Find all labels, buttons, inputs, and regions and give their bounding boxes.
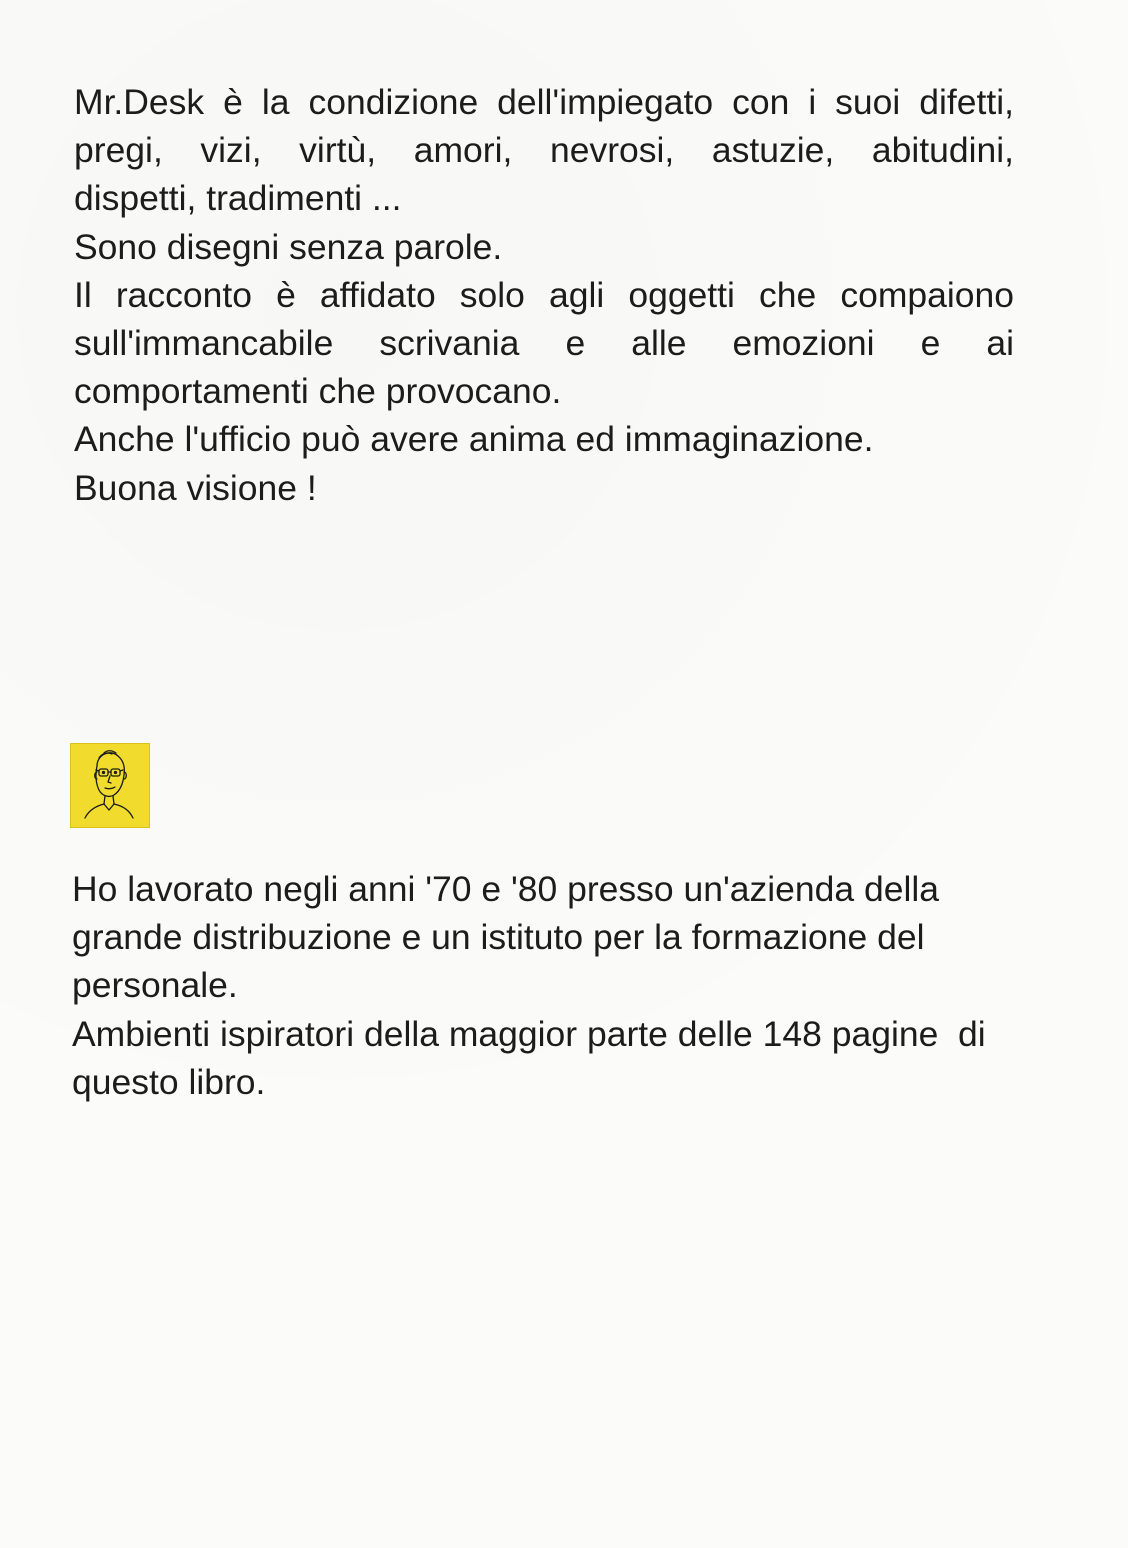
intro-line: Anche l'ufficio può avere anima ed immaginazione. xyxy=(74,419,874,460)
intro-line: Sono disegni senza parole. xyxy=(74,226,503,267)
intro-paragraph xyxy=(74,78,1014,512)
bio-paragraph xyxy=(72,865,1068,1106)
bio-line: Ho lavorato negli anni '70 e '80 presso un'azienda della xyxy=(72,869,940,909)
intro-line: sull'immancabile scrivania e alle emozioni e ai xyxy=(74,323,1014,364)
author-caricature-icon xyxy=(71,744,149,827)
intro-line: comportamenti che provocano. xyxy=(74,371,562,412)
intro-line: Mr.Desk è la condizione dell'impiegato con i suoi difetti, xyxy=(74,82,1014,122)
bio-line: questo libro. xyxy=(72,1061,266,1102)
bio-line: personale. xyxy=(72,965,238,1006)
intro-line: Buona visione ! xyxy=(74,467,317,508)
bio-line: grande distribuzione e un istituto per la formazione del xyxy=(72,917,925,958)
intro-line: Il racconto è affidato solo agli oggetti che compaiono xyxy=(74,274,1014,315)
intro-line: pregi, vizi, virtù, amori, nevrosi, astuzie, abitudini, xyxy=(74,130,1014,171)
bio-line: Ambienti ispiratori della maggior parte delle 148 pagine di xyxy=(72,1013,986,1054)
intro-line: dispetti, tradimenti ... xyxy=(74,178,402,219)
